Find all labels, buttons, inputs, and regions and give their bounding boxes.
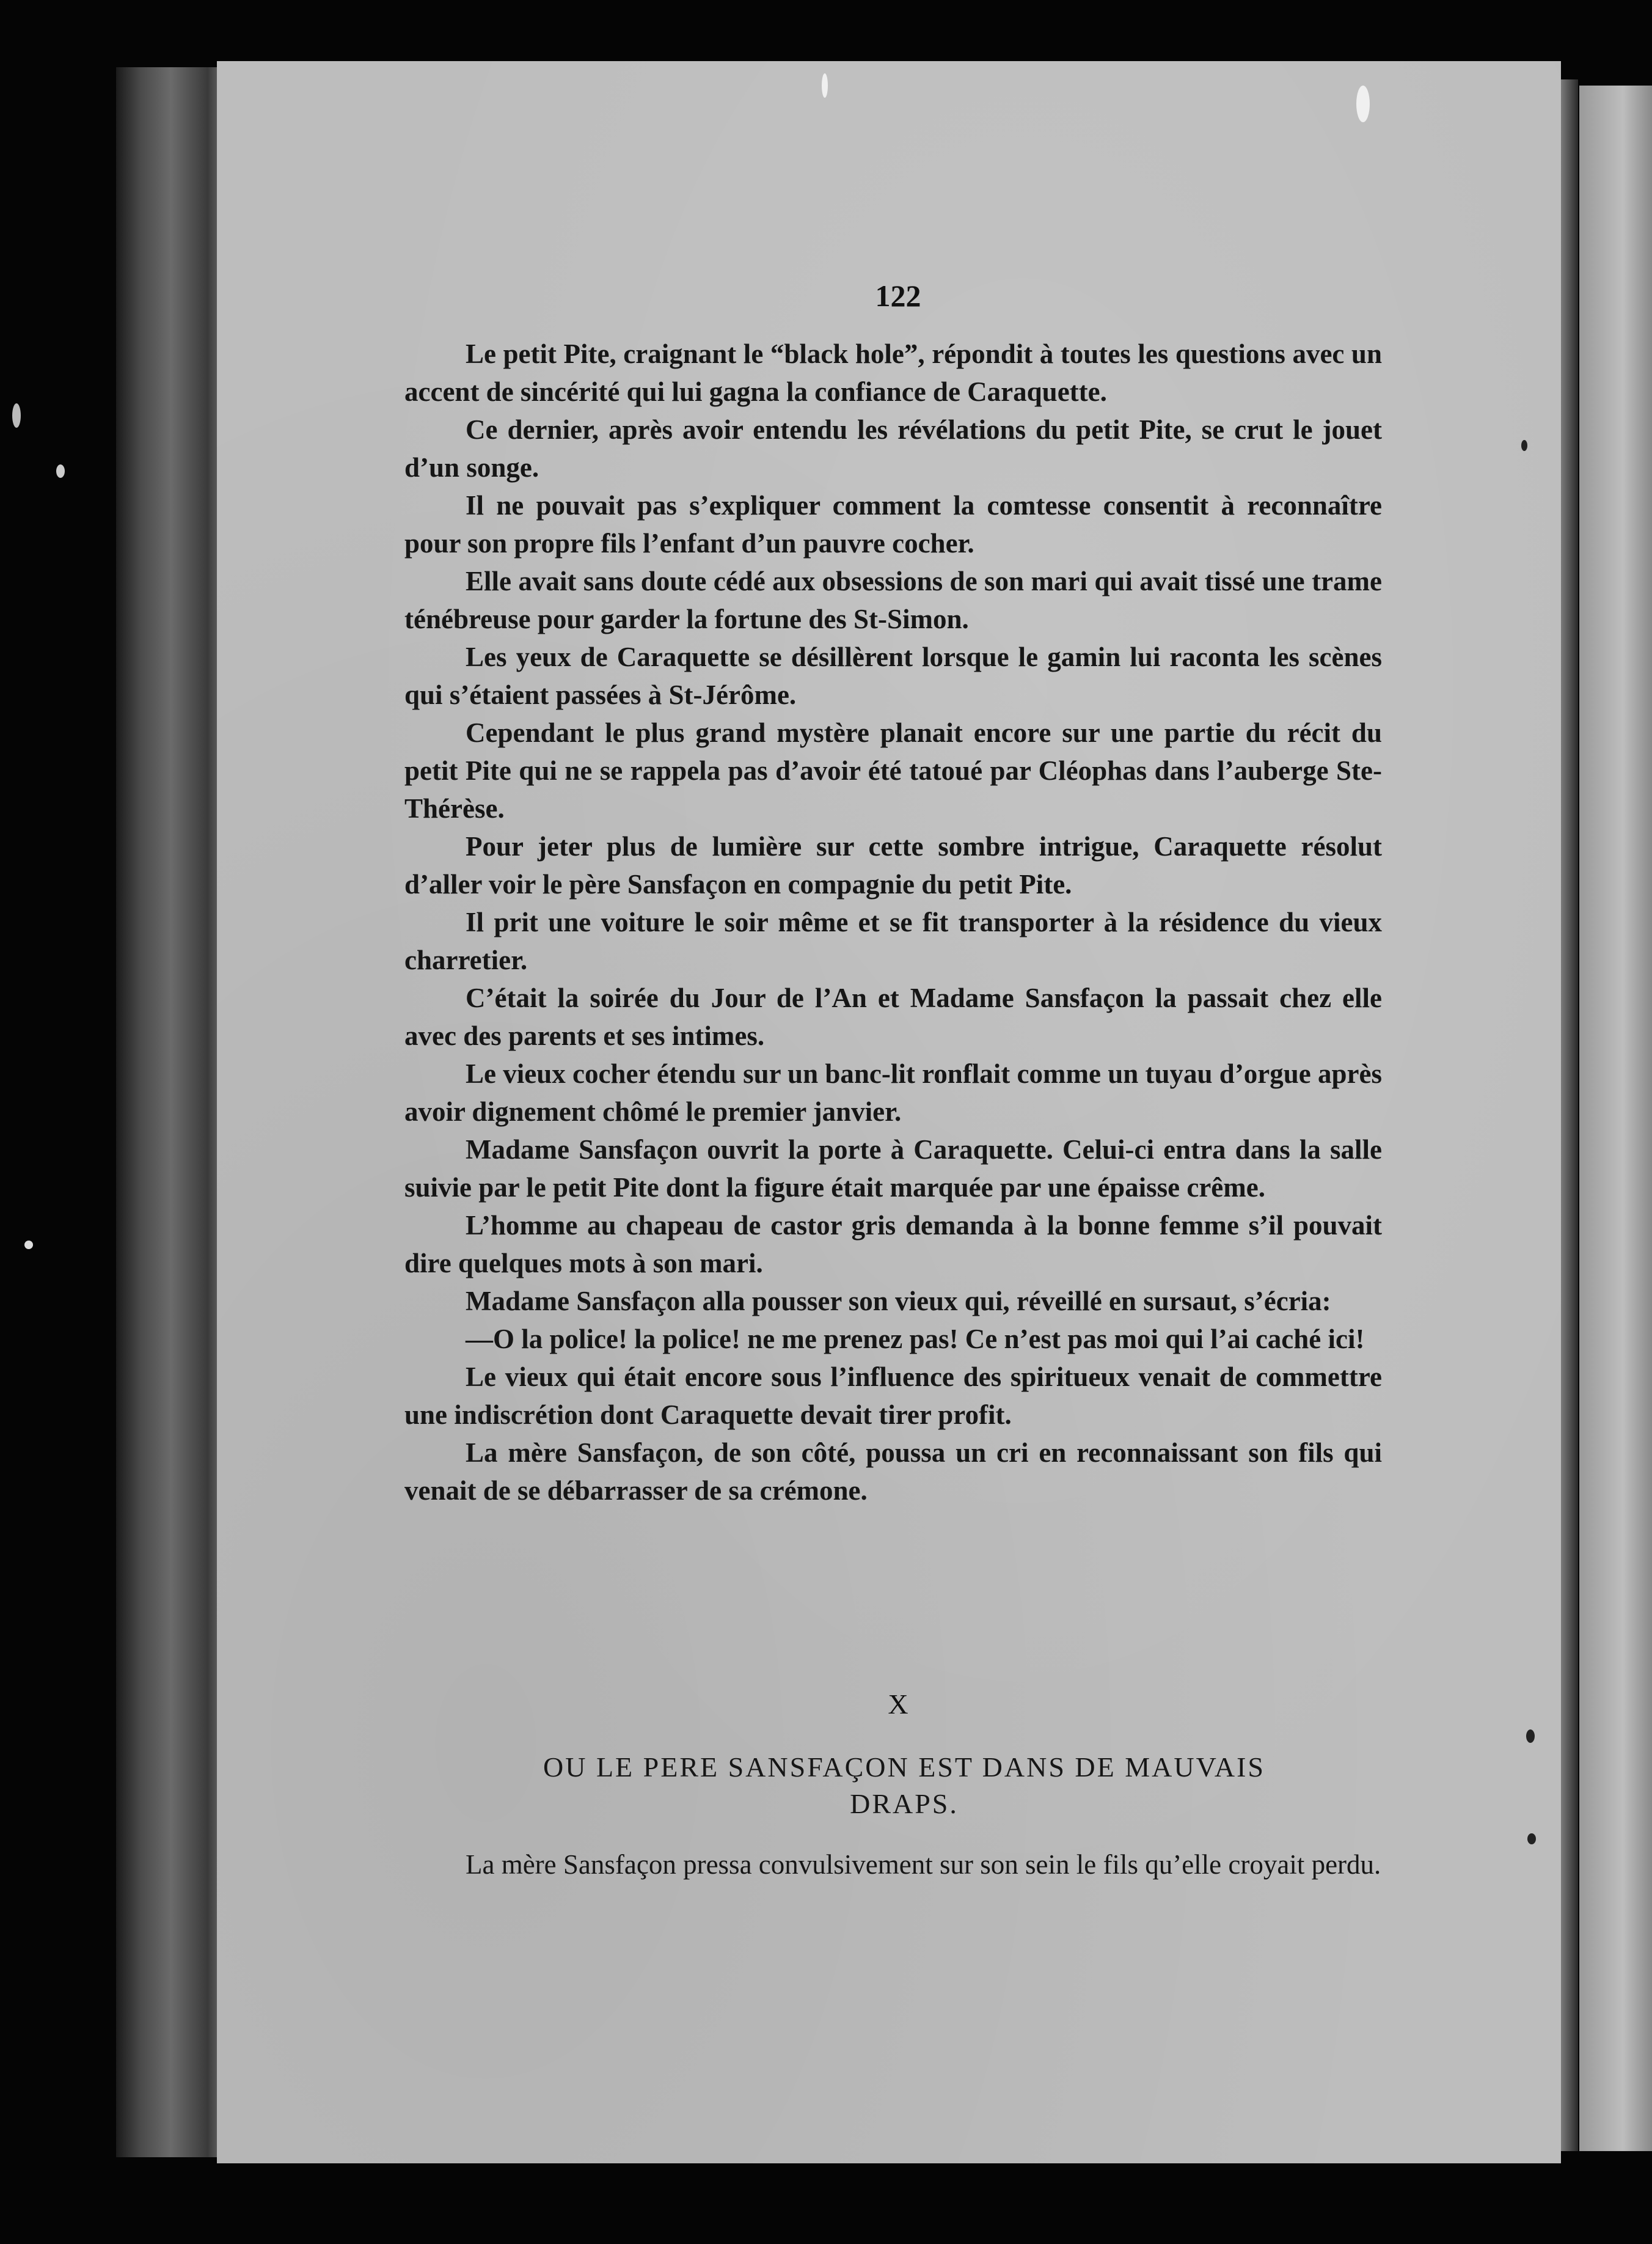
scan-speck <box>1521 440 1527 451</box>
scan-speck <box>24 1241 33 1249</box>
paragraph: —O la police! la police! ne me prenez pas! Ce n’est pas moi qui l’ai caché ici! <box>466 1324 1365 1354</box>
scan-speck <box>1527 1833 1536 1844</box>
paragraph: Il ne pouvait pas s’expliquer comment la comtesse consentit à reconnaître pour son propre fils l’enfant d’un pauvre cocher. <box>404 490 1382 559</box>
paragraph: Le vieux qui était encore sous l’influence des spiritueux venait de commettre une indiscrétion dont Caraquette devait tirer profit. <box>404 1362 1382 1430</box>
facing-page-edge <box>1579 86 1652 2151</box>
scan-speck <box>1356 86 1370 122</box>
paragraph: Pour jeter plus de lumière sur cette sombre intrigue, Caraquette résolut d’aller voir le père Sansfaçon en compagnie du petit Pite. <box>404 831 1382 900</box>
paragraph: La mère Sansfaçon pressa convulsivement sur son sein le fils qu’elle croyait perdu. <box>466 1849 1381 1880</box>
paragraph: Ce dernier, après avoir entendu les révélations du petit Pite, se crut le jouet d’un songe. <box>404 414 1382 483</box>
paragraph: L’homme au chapeau de castor gris demanda à la bonne femme s’il pouvait dire quelques mots à son mari. <box>404 1210 1382 1278</box>
scan-speck <box>1526 1729 1535 1743</box>
body-text <box>404 335 1382 1509</box>
scan-speck <box>822 73 828 98</box>
paragraph: La mère Sansfaçon, de son côté, poussa un cri en reconnaissant son fils qui venait de se débarrasser de sa crémone. <box>404 1437 1382 1506</box>
paragraph: Le petit Pite, craignant le “black hole”, répondit à toutes les questions avec un accent de sincérité qui lui gagna la confiance de Caraquette. <box>404 339 1382 407</box>
paragraph: Elle avait sans doute cédé aux obsessions de son mari qui avait tissé une trame ténébreuse pour garder la fortune des St-Simon. <box>404 566 1382 634</box>
chapter-title-line: DRAPS. <box>850 1788 959 1819</box>
scan-speck <box>56 464 65 478</box>
paragraph: Madame Sansfaçon alla pousser son vieux qui, réveillé en sursaut, s’écria: <box>466 1286 1331 1316</box>
chapter-body-text <box>404 1846 1382 1883</box>
page-gutter-shadow <box>1561 79 1578 2151</box>
scan-speck <box>12 403 21 428</box>
chapter-title-line: OU LE PERE SANSFAÇON EST DANS DE MAUVAIS <box>543 1751 1265 1783</box>
chapter-number: X <box>888 1689 908 1720</box>
paragraph: Madame Sansfaçon ouvrit la porte à Caraquette. Celui-ci entra dans la salle suivie par le petit Pite dont la figure était marquée par une épaisse crême. <box>404 1134 1382 1203</box>
page-number: 122 <box>875 279 921 313</box>
chapter-title <box>428 1749 1381 1822</box>
paragraph: Les yeux de Caraquette se désillèrent lorsque le gamin lui raconta les scènes qui s’étaient passées à St-Jérôme. <box>404 642 1382 710</box>
paragraph: Cependant le plus grand mystère planait encore sur une partie du récit du petit Pite qui ne se rappela pas d’avoir été tatoué par Cléophas dans l’auberge Ste-Thérèse. <box>404 717 1382 824</box>
paragraph: Le vieux cocher étendu sur un banc-lit ronflait comme un tuyau d’orgue après avoir dignement chômé le premier janvier. <box>404 1058 1383 1127</box>
paragraph: C’était la soirée du Jour de l’An et Madame Sansfaçon la passait chez elle avec des parents et ses intimes. <box>404 983 1382 1051</box>
paragraph: Il prit une voiture le soir même et se fit transporter à la résidence du vieux charretier. <box>404 907 1382 975</box>
